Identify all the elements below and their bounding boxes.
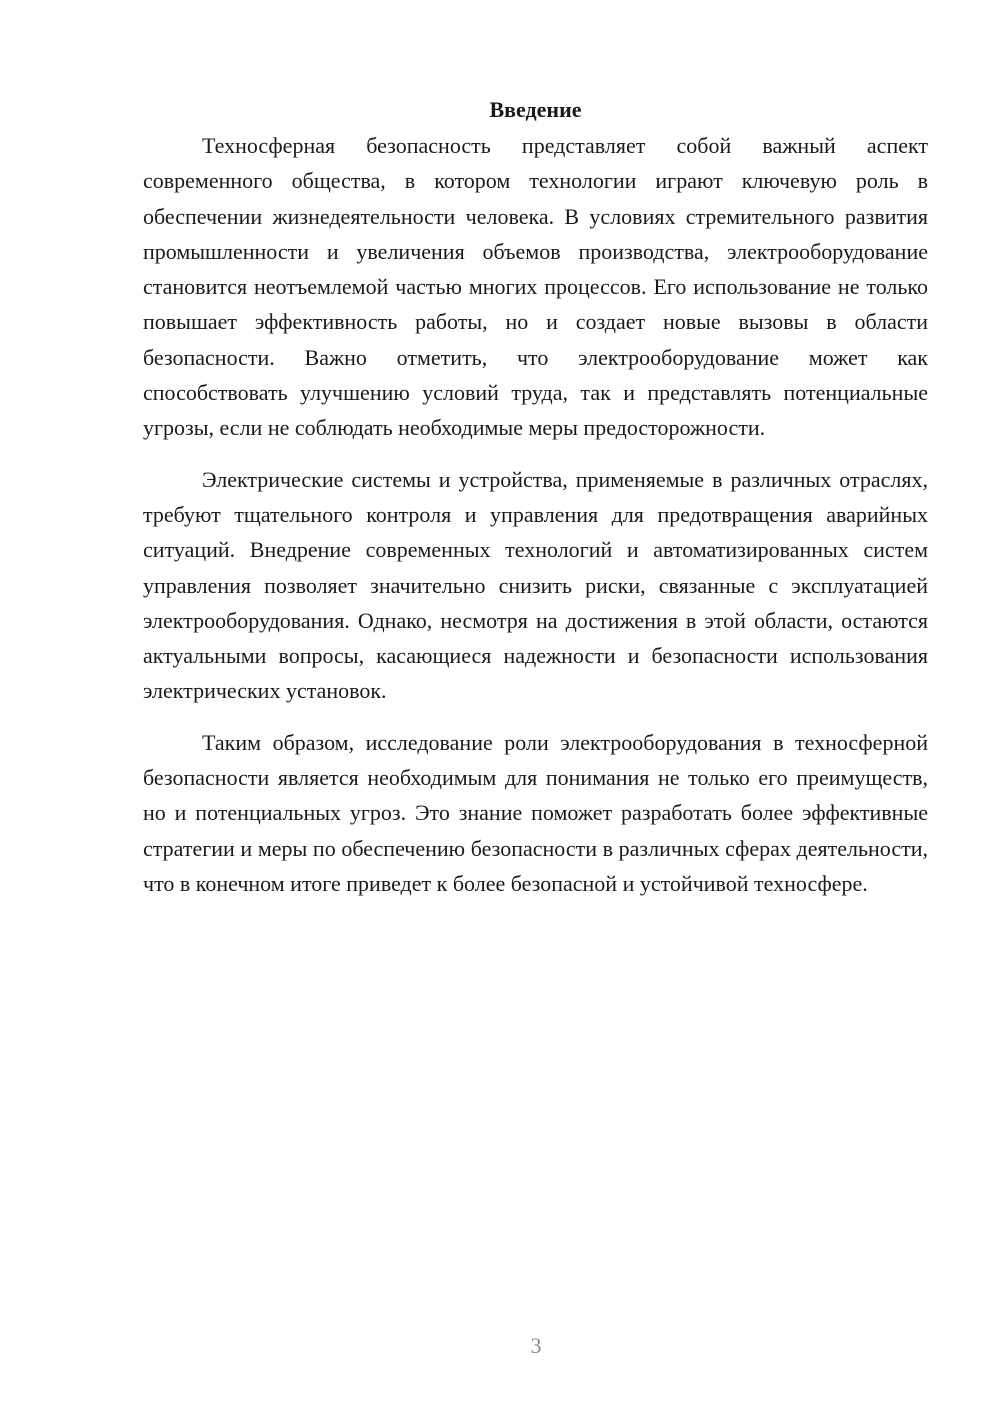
section-title: Введение [489, 97, 582, 122]
page-content [143, 92, 928, 901]
paragraph-2: Электрические системы и устройства, применяемые в различных отраслях, требуют тщательного контроля и управления для предотвращения аварийных ситуаций. Внедрение современных технологий и автоматизированных систем управления позволяет значительно снизить риски, связанные с эксплуатацией электрооборудования. Однако, несмотря на достижения в этой области, остаются актуальными вопросы, касающиеся надежности и безопасности использования электрических установок. [143, 466, 928, 704]
page-number: 3 [530, 1333, 542, 1358]
paragraph-3: Таким образом, исследование роли электрооборудования в техносферной безопасности является необходимым для понимания не только его преимуществ, но и потенциальных угроз. Это знание поможет разработать более эффективные стратегии и меры по обеспечению безопасности в различных сферах деятельности, что в конечном итоге приведет к более безопасной и устойчивой техносфере. [143, 729, 928, 896]
paragraph-1: Техносферная безопасность представляет собой важный аспект современного общества, в котором технологии играют ключевую роль в обеспечении жизнедеятельности человека. В условиях стремительного развития промышленности и увеличения объемов производства, электрооборудование становится неотъемлемой частью многих процессов. Его использование не только повышает эффективность работы, но и создает новые вызовы в области безопасности. Важно отметить, что электрооборудование может как способствовать улучшению условий труда, так и представлять потенциальные угрозы, если не соблюдать необходимые меры предосторожности. [143, 133, 928, 441]
